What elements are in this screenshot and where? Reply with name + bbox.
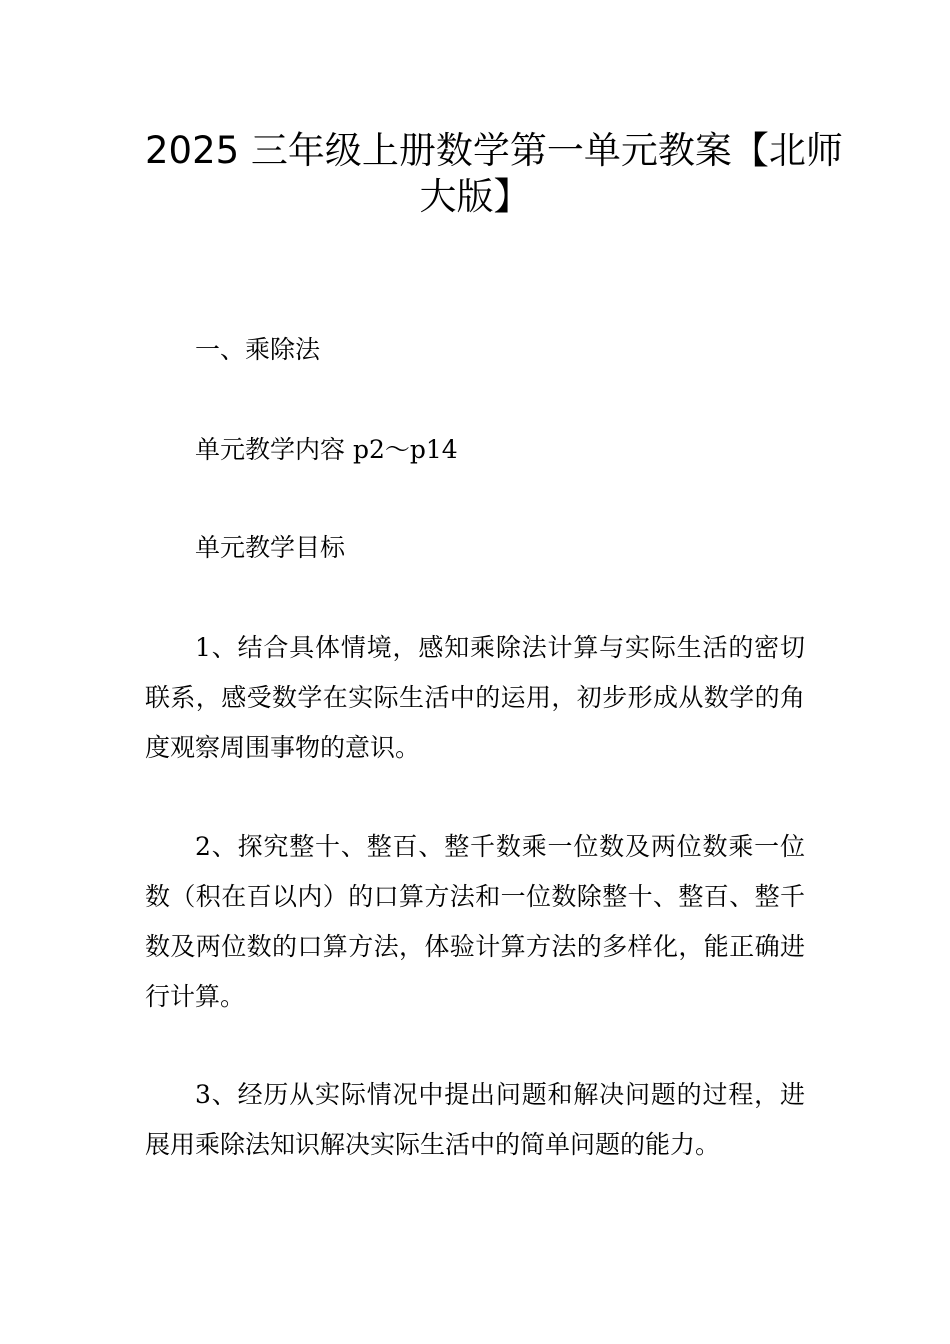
goal-paragraph-1: 1、结合具体情境，感知乘除法计算与实际生活的密切联系，感受数学在实际生活中的运用，初步形成从数学的角度观察周围事物的意识。 [145, 633, 805, 762]
section-heading: 一、乘除法 [195, 335, 321, 364]
goal-paragraph-3: 3、经历从实际情况中提出问题和解决问题的过程，进展用乘除法知识解决实际生活中的简单问题的能力。 [145, 1080, 805, 1159]
unit-goals-heading: 单元教学目标 [195, 533, 346, 562]
unit-content-line: 单元教学内容 p2～p14 [195, 435, 458, 464]
document-title [145, 128, 843, 220]
title-line-1: 2025 三年级上册数学第一单元教案【北师 [145, 129, 843, 172]
title-line-2: 大版】 [419, 175, 531, 218]
goal-paragraph-2: 2、探究整十、整百、整千数乘一位数及两位数乘一位数（积在百以内）的口算方法和一位数除整十、整百、整千数及两位数的口算方法，体验计算方法的多样化，能正确进行计算。 [145, 832, 805, 1011]
